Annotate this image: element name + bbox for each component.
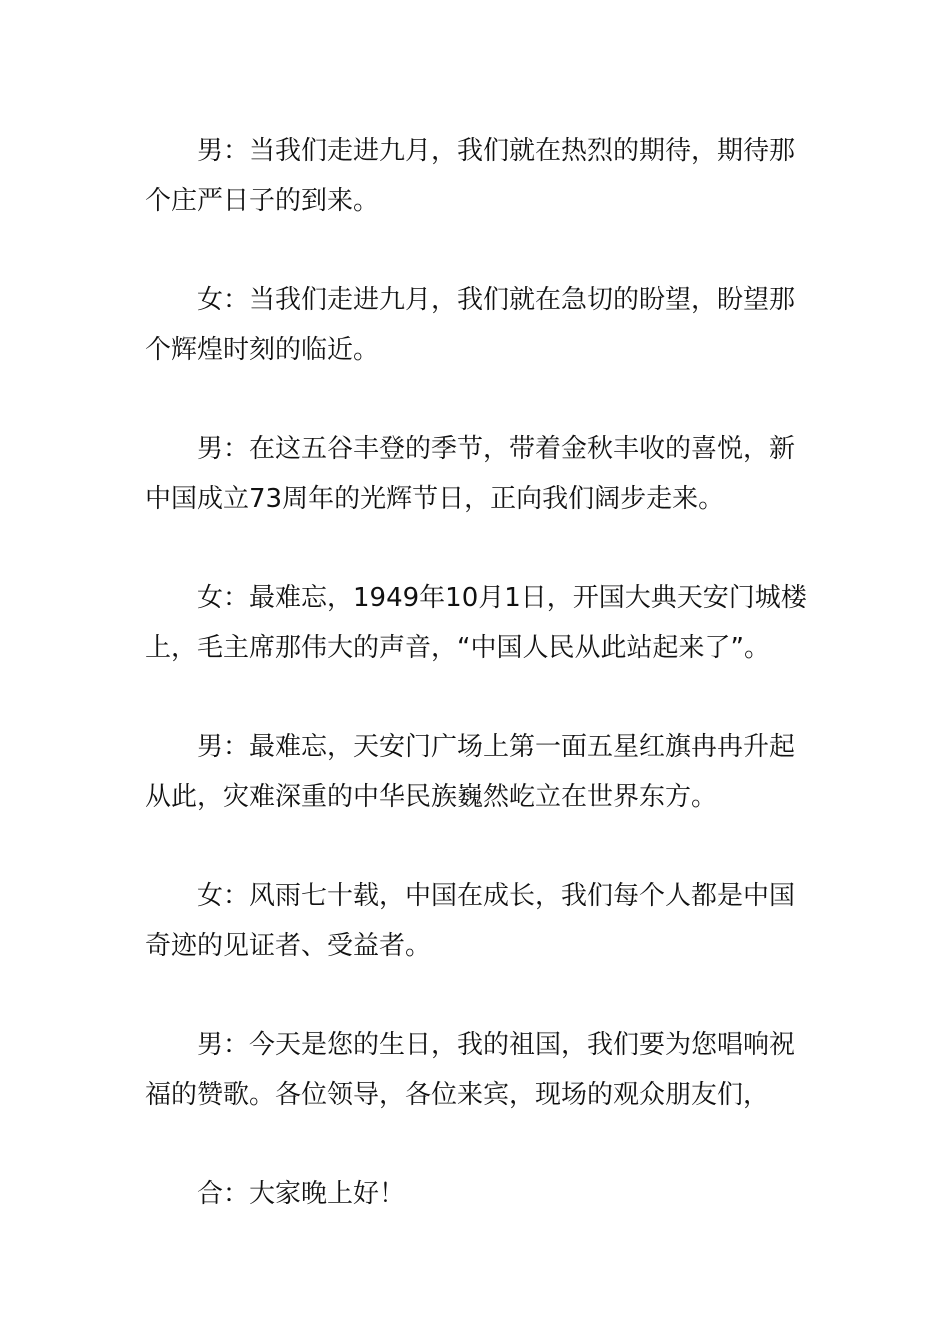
paragraph-4: 女：最难忘，1949年10月1日，开国大典天安门城楼上，毛主席那伟大的声音，“中国人民从此站起来了”。: [145, 583, 807, 663]
paragraph-3: 男：在这五谷丰登的季节，带着金秋丰收的喜悦，新中国成立73周年的光辉节日，正向我们阔步走来。: [145, 434, 796, 514]
document-body: [145, 126, 807, 1219]
paragraph-5: 男：最难忘，天安门广场上第一面五星红旗冉冉升起从此，灾难深重的中华民族巍然屹立在世界东方。: [145, 732, 796, 812]
paragraph-7: 男：今天是您的生日，我的祖国，我们要为您唱响祝福的赞歌。各位领导，各位来宾，现场的观众朋友们，: [145, 1030, 796, 1110]
paragraph-6: 女：风雨七十载，中国在成长，我们每个人都是中国奇迹的见证者、受益者。: [145, 881, 796, 961]
paragraph-2: 女：当我们走进九月，我们就在急切的盼望，盼望那个辉煌时刻的临近。: [145, 285, 796, 365]
paragraph-1: 男：当我们走进九月，我们就在热烈的期待，期待那个庄严日子的到来。: [145, 136, 796, 216]
paragraph-8: 合：大家晚上好！: [197, 1179, 406, 1209]
